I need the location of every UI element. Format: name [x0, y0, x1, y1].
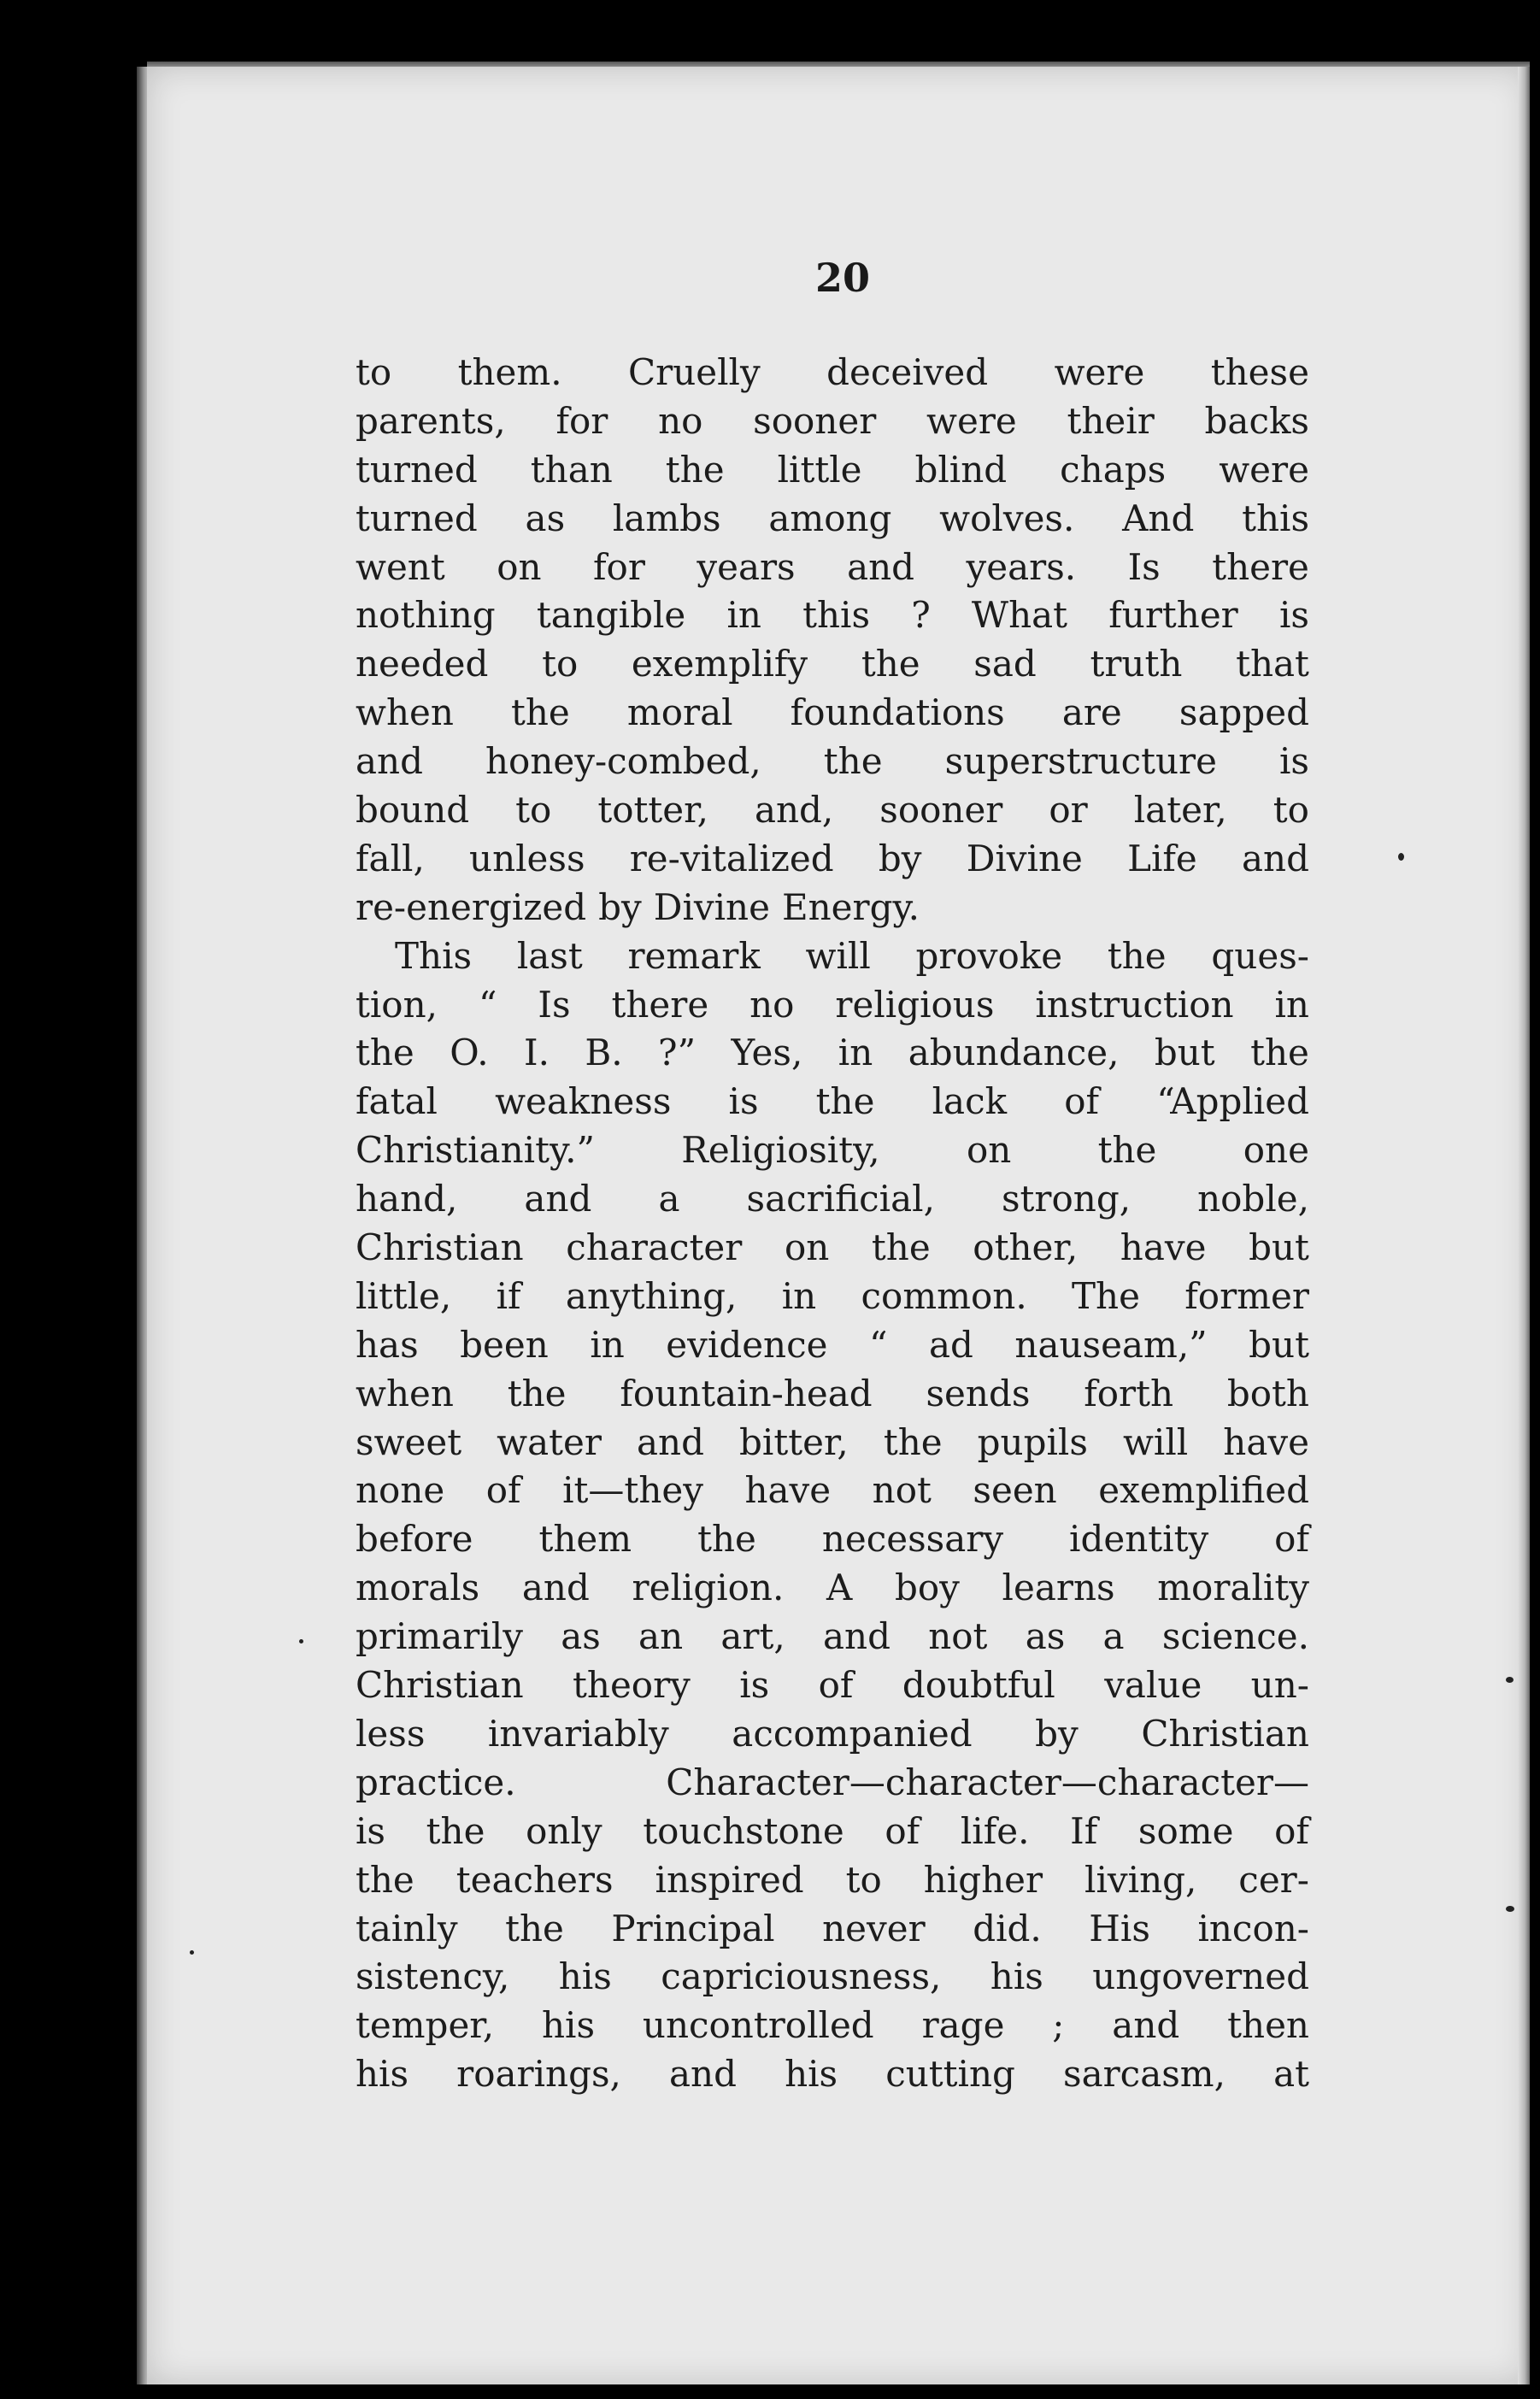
dust-speck [190, 1950, 194, 1955]
text-line: turned than the little blind chaps were [356, 448, 1309, 491]
text-line: little, if anything, in common. The former [356, 1274, 1309, 1317]
text-line: temper, his uncontrolled rage ; and then [356, 2004, 1309, 2047]
text-line: sweet water and bitter, the pupils will have [356, 1420, 1309, 1463]
text-line: when the fountain-head sends forth both [356, 1372, 1309, 1414]
text-line: and honey-combed, the superstructure is [356, 740, 1309, 783]
text-line: sistency, his capriciousness, his ungoverned [356, 1955, 1309, 1998]
text-line: went on for years and years. Is there [356, 545, 1309, 588]
text-line: has been in evidence “ ad nauseam,” but [356, 1323, 1309, 1366]
text-line: tainly the Principal never did. His incon- [356, 1907, 1309, 1949]
text-line: bound to totter, and, sooner or later, to [356, 789, 1309, 832]
text-line: when the moral foundations are sapped [356, 691, 1309, 734]
text-line: his roarings, and his cutting sarcasm, at [356, 2053, 1309, 2096]
text-line: This last remark will provoke the ques- [395, 934, 1309, 977]
page-right-edge [1518, 67, 1530, 2384]
text-line: is the only touchstone of life. If some of [356, 1809, 1309, 1852]
text-line: the O. I. B. ?” Yes, in abundance, but the [356, 1032, 1309, 1074]
text-line: the teachers inspired to higher living, cer- [356, 1858, 1309, 1901]
text-line: Christian character on the other, have but [356, 1226, 1309, 1269]
body-text [356, 349, 1309, 2099]
text-line: less invariably accompanied by Christian [356, 1712, 1309, 1755]
text-line: fall, unless re-vitalized by Divine Life and [356, 837, 1309, 879]
text-line: re-energized by Divine Energy. [356, 885, 920, 928]
dust-speck [1506, 1906, 1514, 1912]
text-line: nothing tangible in this ? What further is [356, 594, 1309, 637]
text-line: practice. Character—character—character— [356, 1761, 1309, 1803]
text-line: to them. Cruelly deceived were these [356, 351, 1309, 393]
text-line: fatal weakness is the lack of “Applied [356, 1080, 1309, 1123]
text-line: needed to exemplify the sad truth that [356, 643, 1309, 685]
page-number: 20 [814, 255, 870, 301]
text-line: before them the necessary identity of [356, 1518, 1309, 1561]
text-line: Christian theory is of doubtful value un- [356, 1664, 1309, 1707]
dust-speck [1506, 1677, 1514, 1683]
text-line: tion, “ Is there no religious instruction in [356, 983, 1309, 1026]
text-line: parents, for no sooner were their backs [356, 399, 1309, 442]
text-line: Christianity.” Religiosity, on the one [356, 1129, 1309, 1172]
text-line: none of it—they have not seen exemplified [356, 1469, 1309, 1512]
text-line: morals and religion. A boy learns morality [356, 1567, 1309, 1609]
text-line: hand, and a sacrificial, strong, noble, [356, 1178, 1309, 1220]
text-line: primarily as an art, and not as a science. [356, 1615, 1309, 1658]
dust-speck [1398, 853, 1404, 861]
dust-speck [299, 1639, 303, 1643]
text-line: turned as lambs among wolves. And this [356, 497, 1309, 539]
